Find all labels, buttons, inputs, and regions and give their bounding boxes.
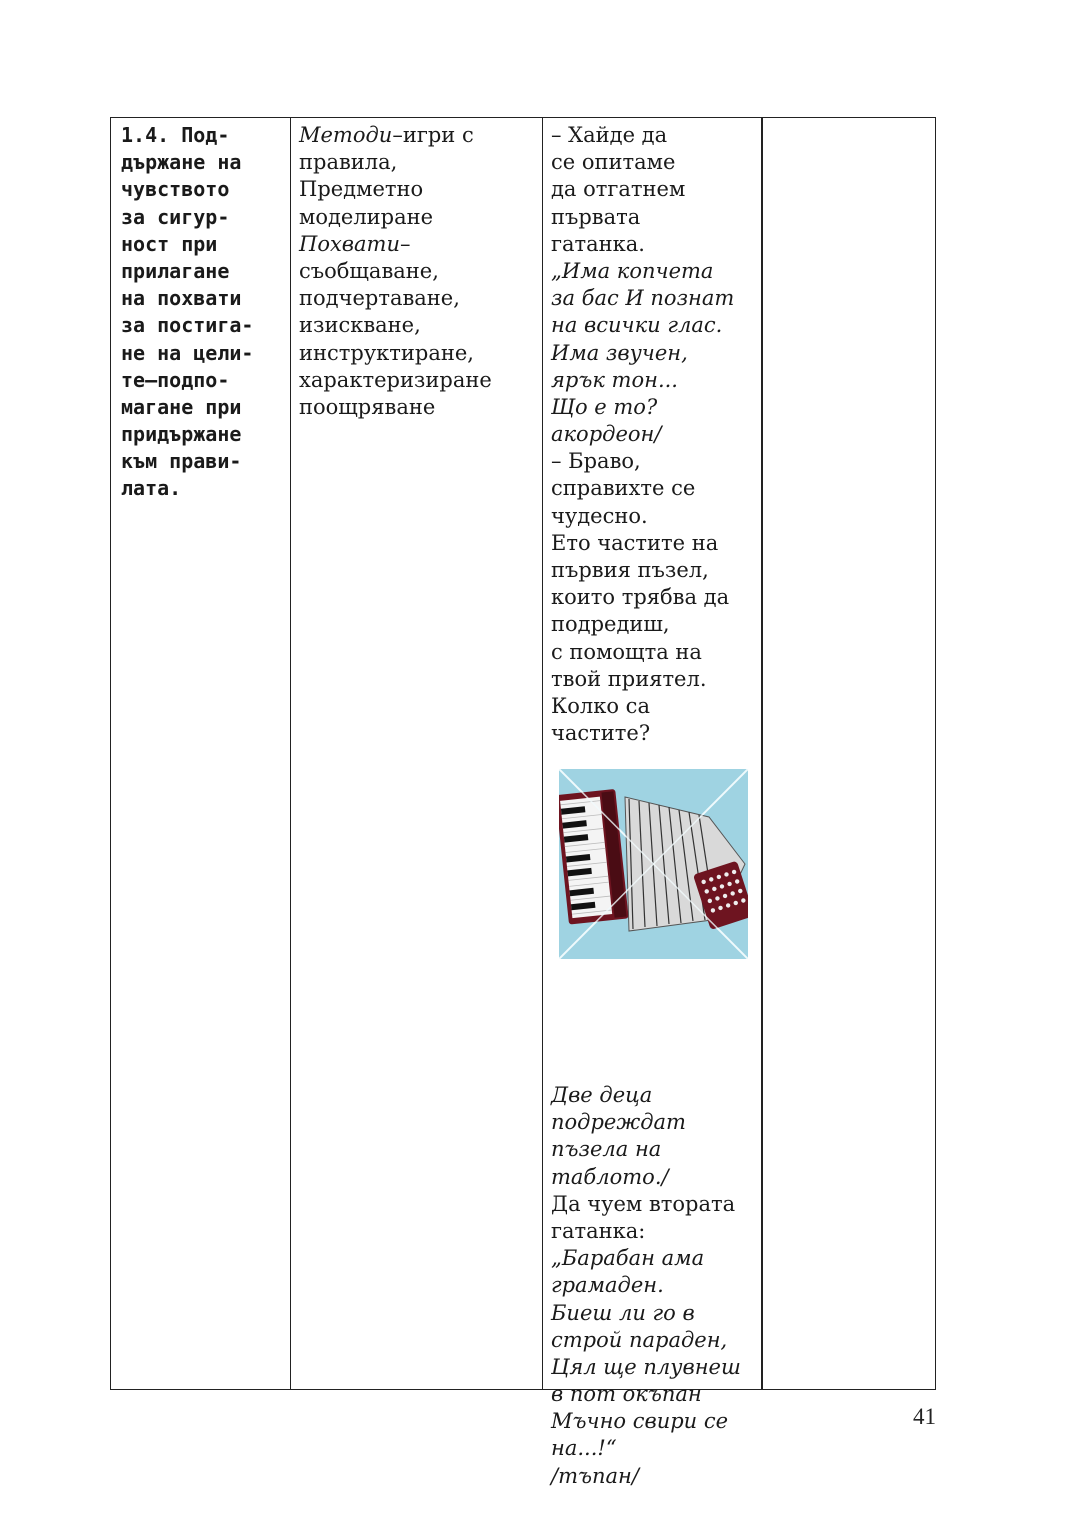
methods-line	[299, 149, 492, 176]
methods-line	[299, 340, 492, 367]
activity-line: подреждат	[551, 1110, 686, 1135]
activity-line: гатанка:	[551, 1218, 646, 1243]
goal-line: държане на	[121, 150, 242, 175]
activity-text-bottom	[551, 1082, 741, 1490]
activity-line: строй параден,	[551, 1327, 728, 1352]
methods-line	[299, 258, 492, 285]
goal-line: чувството	[121, 177, 230, 202]
methods-line	[299, 285, 492, 312]
methods-line-head: инструктиране,	[299, 340, 474, 365]
methods-line	[299, 394, 492, 421]
methods-line-tail: –игри с	[392, 123, 474, 147]
goal-line: ност при	[121, 231, 218, 256]
goal-line: 1.4. Под-	[121, 123, 230, 147]
activity-line: – Браво,	[551, 449, 641, 474]
goal-line: прилагане	[121, 258, 230, 283]
methods-line	[299, 122, 492, 149]
methods-line-head: Похвати	[299, 231, 400, 256]
table-cell-activity	[543, 118, 763, 1488]
methods-line	[299, 367, 492, 394]
activity-line: Мъчно свири се	[551, 1409, 729, 1434]
methods-line-head: правила,	[299, 150, 398, 175]
activity-line: ярък тон...	[551, 367, 678, 392]
page-number: 41	[913, 1404, 936, 1429]
table-cell-methods	[291, 118, 543, 1389]
activity-line: да отгатнем	[551, 177, 686, 202]
activity-line: акордеон/	[551, 422, 662, 447]
activity-line: се опитаме	[551, 150, 676, 175]
activity-line: Да чуем втората	[551, 1191, 736, 1216]
goal-line: на похвати	[121, 286, 242, 311]
activity-line: на...!“	[551, 1436, 617, 1461]
goal-line: магане при	[121, 394, 242, 419]
activity-line: – Хайде да	[551, 123, 668, 147]
activity-line: Две деца	[551, 1083, 653, 1107]
activity-line: „Барабан ама	[551, 1246, 705, 1271]
methods-line-head: поощряване	[299, 394, 436, 419]
goal-line: те–подпо-	[121, 367, 230, 392]
methods-line-head: подчертаване,	[299, 286, 460, 311]
methods-line-head: Методи	[299, 123, 393, 147]
activity-line: Има звучен,	[551, 340, 688, 365]
activity-line: в пот окъпан	[551, 1382, 702, 1407]
activity-line: таблото./	[551, 1164, 669, 1189]
activity-text-top	[551, 122, 734, 747]
goal-line: към прави-	[121, 449, 242, 474]
methods-line	[299, 231, 492, 258]
goal-line: придържане	[121, 422, 242, 447]
methods-line-tail: –	[399, 231, 411, 256]
methods-line	[299, 204, 492, 231]
goal-text	[121, 122, 253, 503]
activity-line: Биеш ли го в	[551, 1300, 695, 1325]
goal-line: за сигур-	[121, 204, 230, 229]
methods-text	[299, 122, 492, 421]
activity-line: чудесно.	[551, 503, 648, 528]
table-cell-goal	[111, 118, 291, 1389]
methods-line-head: съобщаване,	[299, 258, 439, 283]
activity-line: първата	[551, 204, 641, 229]
methods-line-head: моделиране	[299, 204, 434, 229]
activity-line: частите?	[551, 721, 651, 746]
activity-line: на всички глас.	[551, 313, 723, 338]
goal-line: не на цели-	[121, 340, 254, 365]
activity-line: твой приятел.	[551, 666, 707, 691]
activity-line: „Има копчета	[551, 258, 714, 283]
activity-line: грамаден.	[551, 1273, 664, 1298]
activity-line: Колко са	[551, 693, 650, 718]
activity-line: пъзела на	[551, 1137, 662, 1162]
methods-line	[299, 176, 492, 203]
goal-line: лата.	[121, 476, 182, 501]
activity-line: които трябва да	[551, 585, 730, 610]
methods-line-head: изискване,	[299, 313, 421, 338]
activity-line: Ето частите на	[551, 530, 719, 555]
goal-line: за постига-	[121, 313, 254, 338]
methods-line	[299, 312, 492, 339]
accordion-puzzle-image	[559, 769, 748, 959]
activity-line: /тъпан/	[551, 1463, 639, 1488]
activity-line: Що е то?	[551, 394, 658, 419]
activity-line: подредиш,	[551, 612, 670, 637]
table-cell-empty	[763, 118, 937, 1389]
activity-line: първия пъзел,	[551, 558, 709, 582]
methods-line-head: Предметно	[299, 177, 424, 202]
accordion-icon	[559, 769, 748, 959]
activity-line: с помощта на	[551, 639, 702, 664]
methods-line-head: характеризиране	[299, 367, 492, 392]
activity-line: справихте се	[551, 476, 696, 501]
activity-line: гатанка.	[551, 231, 645, 256]
activity-line: Цял ще плувнеш	[551, 1354, 741, 1379]
activity-line: за бас И познат	[551, 286, 735, 311]
